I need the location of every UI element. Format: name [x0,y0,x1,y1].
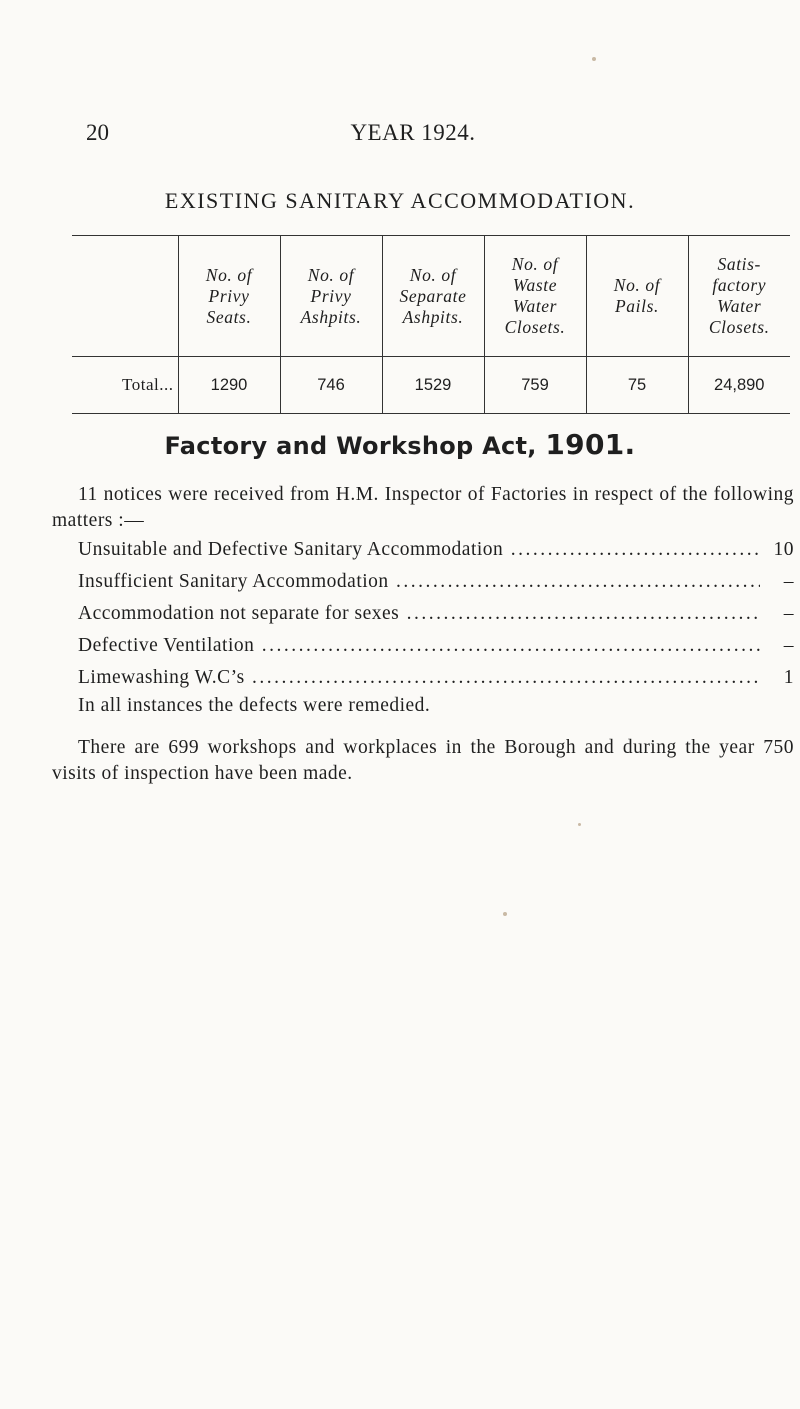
matter-label: Accommodation not separate for sexes ..... [78,598,760,630]
list-item [78,598,794,630]
column-header-line: Water [512,296,558,316]
table-cell: 24,890 [688,357,790,414]
table-cell: 1529 [382,357,484,414]
list-item [78,534,794,566]
table-header-row [72,236,790,357]
column-header-line: Ashpits. [402,306,464,327]
section-title: EXISTING SANITARY ACCOMMODATION. [164,188,636,213]
remedied-paragraph: In all instances the defects were remedied. [78,695,431,716]
matters-list [78,534,794,694]
column-header [586,236,688,357]
matter-count: 1 [783,667,794,688]
matter-label: Insufficient Sanitary Accommodation ..... [78,566,760,598]
paper-speck [578,823,581,826]
page-header [86,120,760,150]
column-header [688,236,790,357]
paper-speck [503,912,507,916]
column-header-line: Waste [512,275,558,295]
column-header [382,236,484,357]
column-header [484,236,586,357]
column-header-line: Seats. [206,306,252,327]
matter-count: 10 [773,539,794,560]
column-header-line: Closets. [504,317,566,337]
column-header-line: Separate [399,285,467,306]
row-label-total: Total... [122,375,174,394]
column-header-line: factory [712,275,767,295]
column-header-line: Privy [310,285,352,306]
running-title: YEAR 1924. [350,120,476,145]
workshops-paragraph: There are 699 workshops and workplaces in the Borough and during the year 750 visits of inspection have been made. [52,737,794,784]
table-cell: 759 [484,357,586,414]
column-header-line: No. of [205,264,253,285]
column-header-line: No. of [307,264,355,285]
sanitary-accommodation-table [72,235,790,414]
matter-count: – [783,571,794,592]
column-header-line: No. of [409,264,457,285]
column-header-line: Closets. [708,317,770,337]
column-header [178,236,280,357]
column-header-line: No. of [613,275,661,295]
column-header-line: Privy [208,285,250,306]
act-heading-year: 1901. [545,428,636,461]
matter-count: – [783,635,794,656]
column-header-line: Water [717,296,762,316]
act-heading [0,428,800,461]
paper-speck [592,57,596,61]
matter-label: Limewashing W.C’s ..... [78,662,760,694]
column-header-line: No. of [511,254,559,274]
list-item [78,662,794,694]
table-cell: 1290 [178,357,280,414]
matter-label: Defective Ventilation ..... [78,630,760,662]
list-item [78,630,794,662]
table-cell: 746 [280,357,382,414]
list-item [78,566,794,598]
column-header-line: Ashpits. [300,306,362,327]
page-number: 20 [86,120,109,145]
table-header-blank [72,236,178,357]
table-row-total [72,357,790,414]
matter-count: – [783,603,794,624]
table-cell: 75 [586,357,688,414]
column-header [280,236,382,357]
column-header-line: Satis- [717,254,761,274]
act-heading-text: Factory and Workshop Act, [164,432,537,460]
column-header-line: Pails. [615,296,659,316]
matter-label: Unsuitable and Defective Sanitary Accommodation ..... [78,534,760,566]
intro-paragraph: 11 notices were received from H.M. Inspector of Factories in respect of the following matters :— [52,484,794,531]
